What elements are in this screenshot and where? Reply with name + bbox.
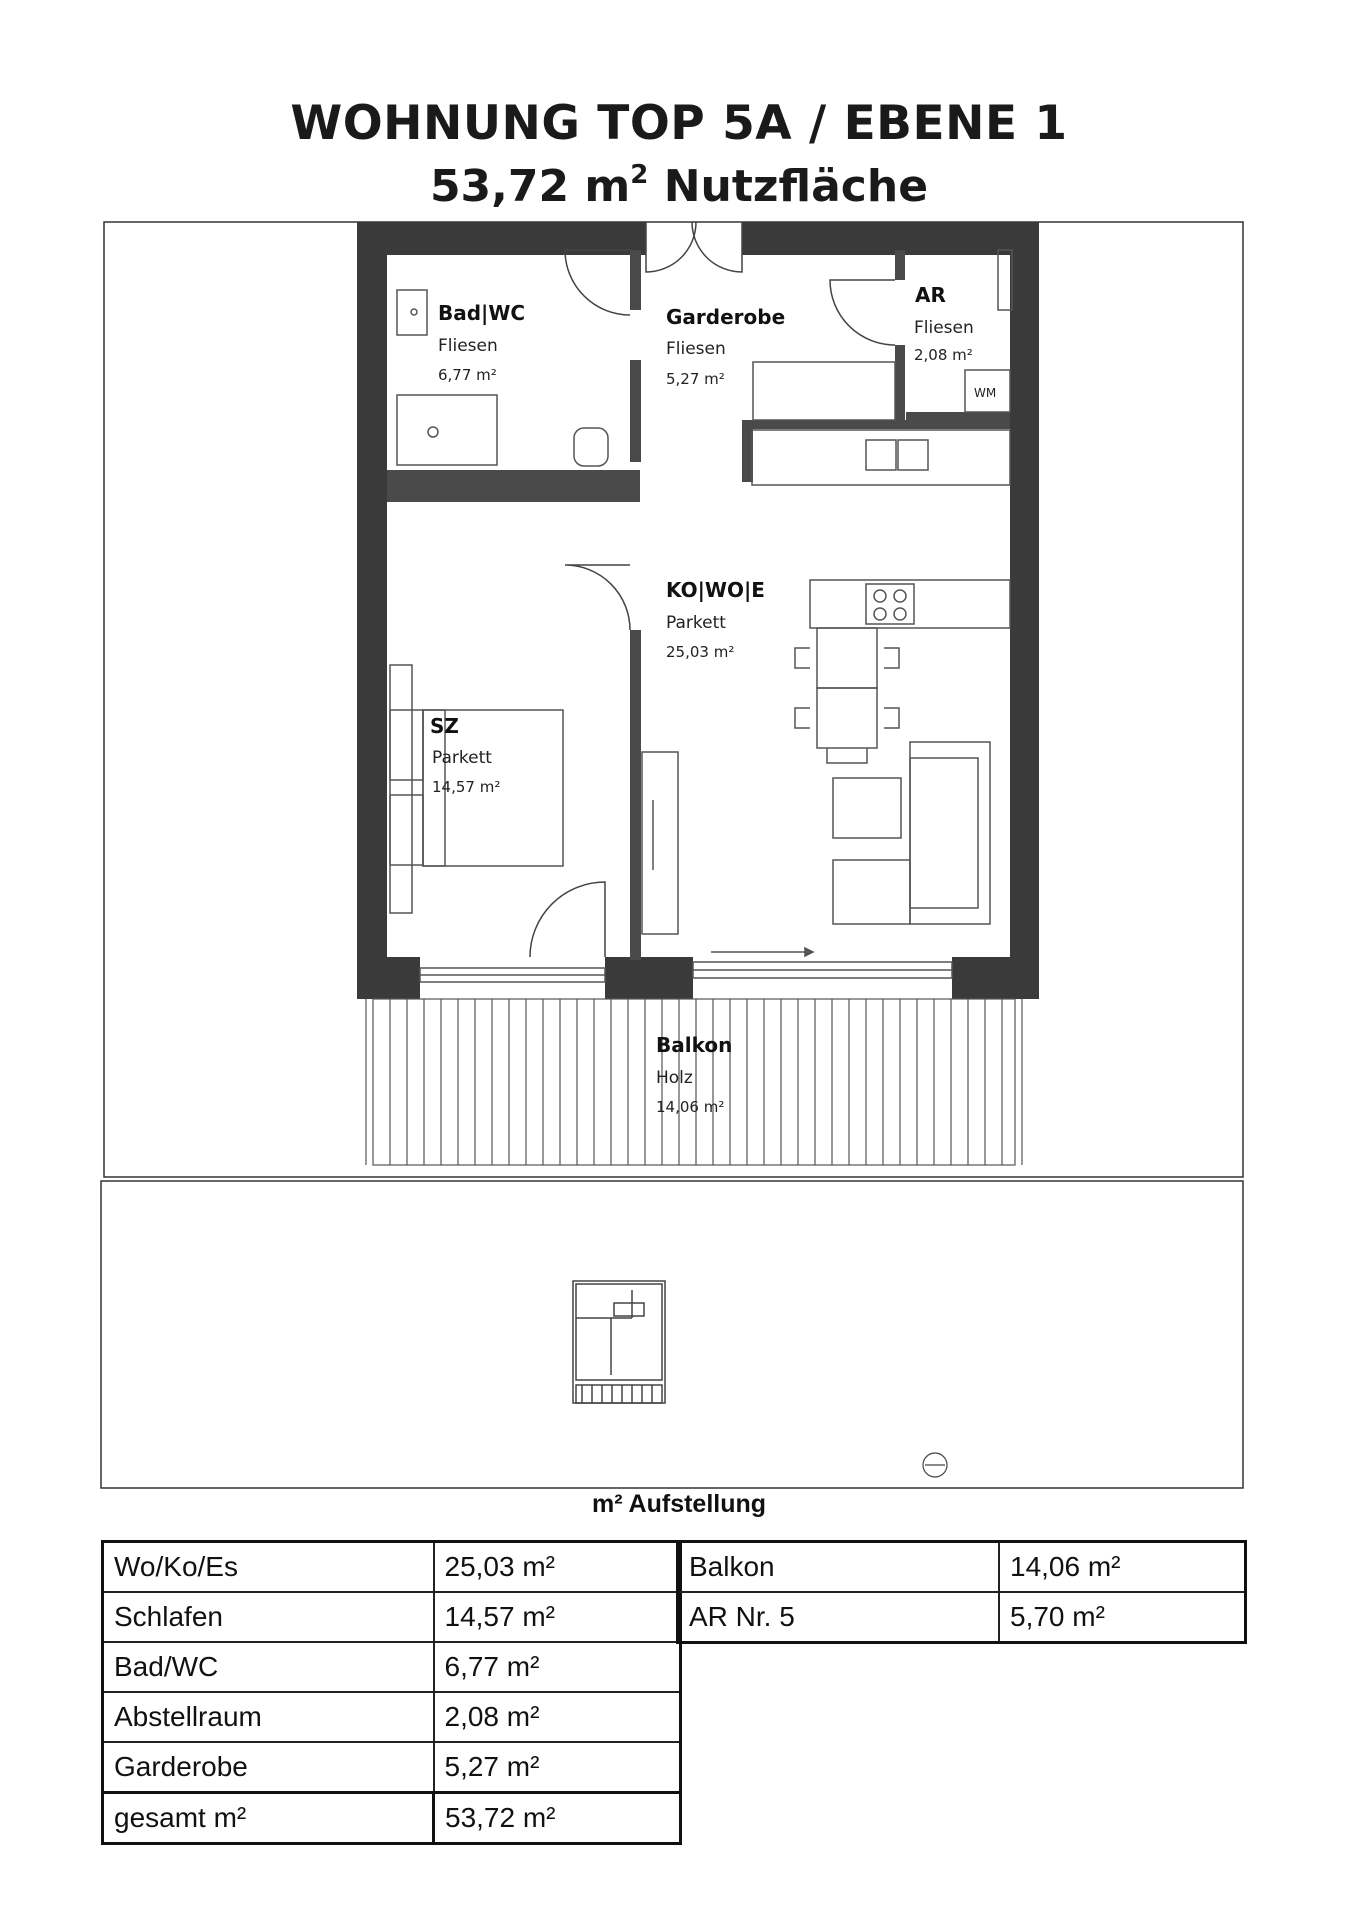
room-area-bad: 6,77 m² — [438, 366, 497, 384]
subtitle-label: Nutzfläche — [648, 161, 929, 212]
storage-furniture — [752, 250, 1012, 485]
window-sz — [420, 968, 605, 982]
room-name-ar: AR — [915, 283, 946, 307]
row-value: 2,08 m² — [434, 1692, 681, 1742]
row-value: 25,03 m² — [434, 1542, 681, 1593]
room-area-kowoe: 25,03 m² — [666, 643, 735, 661]
table-row-total — [103, 1793, 681, 1844]
north-arrow-icon — [923, 1453, 947, 1477]
table-title: m² Aufstellung — [591, 1490, 767, 1518]
table-row — [103, 1642, 681, 1692]
site-frame — [101, 1181, 1243, 1488]
room-floor-bad: Fliesen — [438, 336, 498, 356]
subtitle-area: 53,72 m — [429, 161, 631, 212]
table-row — [103, 1542, 681, 1593]
room-floor-kowoe: Parkett — [666, 613, 726, 633]
row-value: 6,77 m² — [434, 1642, 681, 1692]
room-floor-garderobe: Fliesen — [666, 339, 726, 359]
room-area-garderobe: 5,27 m² — [666, 370, 725, 388]
room-floor-sz: Parkett — [432, 748, 492, 768]
row-value: 5,70 m² — [999, 1592, 1246, 1643]
row-label: Garderobe — [103, 1742, 434, 1793]
row-value: 5,27 m² — [434, 1742, 681, 1793]
page-title: WOHNUNG TOP 5A / EBENE 1 — [290, 96, 1068, 151]
room-name-balkon: Balkon — [656, 1033, 733, 1057]
row-label: gesamt m² — [103, 1793, 434, 1844]
row-label: AR Nr. 5 — [678, 1592, 1000, 1643]
washing-machine-label: WM — [974, 386, 997, 400]
room-name-kowoe: KO|WO|E — [666, 578, 765, 602]
room-area-sz: 14,57 m² — [432, 778, 501, 796]
row-label: Balkon — [678, 1542, 1000, 1593]
window-kowoe — [693, 948, 952, 978]
table-row — [678, 1592, 1246, 1643]
room-area-ar: 2,08 m² — [914, 346, 973, 364]
row-label: Abstellraum — [103, 1692, 434, 1742]
area-table-left — [101, 1540, 682, 1845]
row-value: 53,72 m² — [434, 1793, 681, 1844]
table-row — [103, 1742, 681, 1793]
row-label: Schlafen — [103, 1592, 434, 1642]
room-floor-balkon: Holz — [656, 1068, 693, 1088]
table-row — [103, 1592, 681, 1642]
row-label: Bad/WC — [103, 1642, 434, 1692]
location-thumbnail — [573, 1281, 665, 1403]
room-name-sz: SZ — [430, 714, 459, 738]
row-label: Wo/Ko/Es — [103, 1542, 434, 1593]
living-furniture — [642, 742, 990, 934]
room-name-garderobe: Garderobe — [666, 305, 786, 329]
kitchen-furniture — [795, 580, 1010, 763]
table-row — [103, 1692, 681, 1742]
table-row — [678, 1542, 1246, 1593]
room-area-balkon: 14,06 m² — [656, 1098, 725, 1116]
row-value: 14,06 m² — [999, 1542, 1246, 1593]
row-value: 14,57 m² — [434, 1592, 681, 1642]
room-floor-ar: Fliesen — [914, 318, 974, 338]
area-table-right — [676, 1540, 1247, 1644]
room-name-bad: Bad|WC — [438, 301, 526, 325]
subtitle-area-sup: 2 — [630, 160, 649, 190]
balcony — [366, 999, 1022, 1165]
